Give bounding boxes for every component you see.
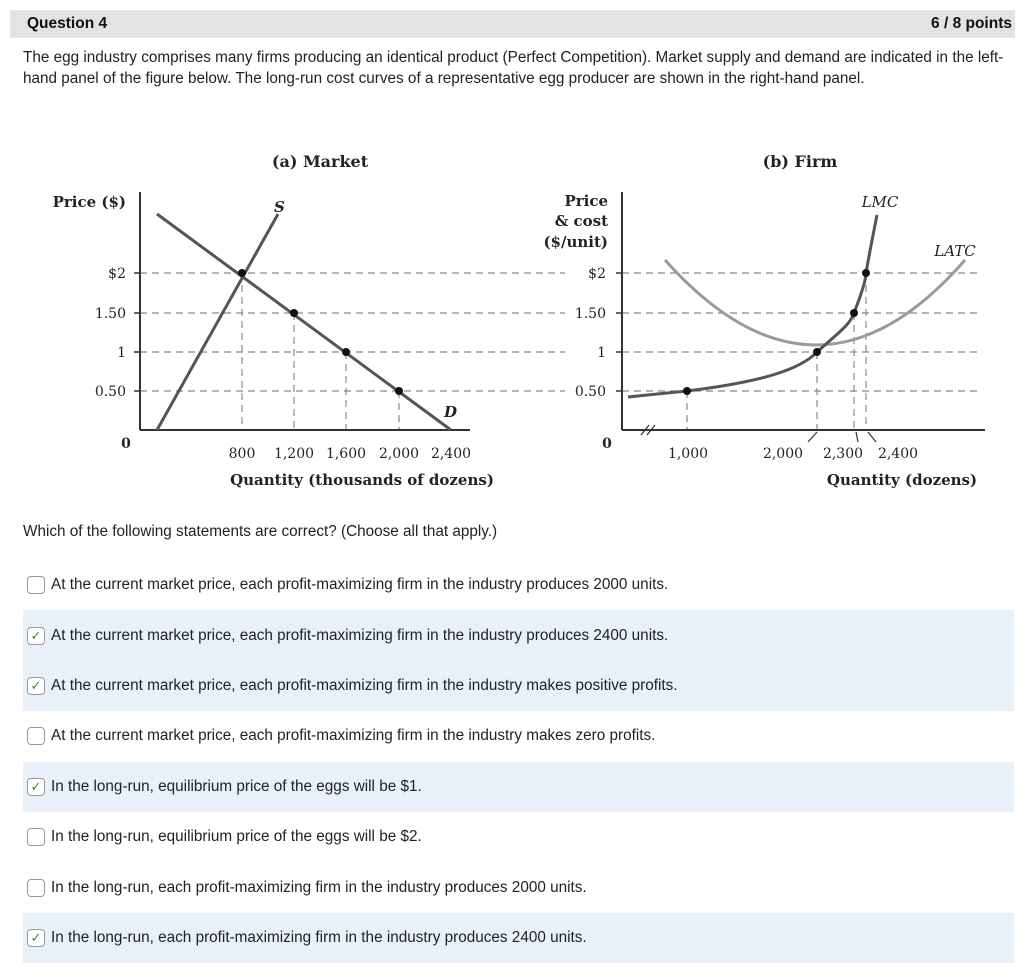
answer-option[interactable]: [23, 661, 1014, 711]
check-icon: ✓: [30, 779, 42, 795]
option-label: At the current market price, each profit-maximizing firm in the industry produces 2400 units.: [51, 626, 669, 644]
supply-label: S: [274, 198, 285, 216]
market-guides: [140, 273, 565, 430]
xtick-label: 800: [228, 446, 256, 462]
firm-ytick-labels: [575, 266, 606, 400]
option-label: At the current market price, each profit-maximizing firm in the industry makes positive profits.: [51, 676, 678, 694]
answer-option[interactable]: [23, 812, 1014, 862]
market-xlabel: Quantity (thousands of dozens): [230, 471, 494, 489]
question-points: 6 / 8 points: [931, 15, 1012, 32]
check-icon: ✓: [30, 930, 42, 946]
answer-option[interactable]: [23, 560, 1014, 610]
lmc-curve: [628, 215, 877, 397]
firm-ylabel-line: ($/unit): [543, 233, 608, 251]
firm-xtick-pointers: [808, 432, 876, 442]
figure: [0, 130, 1024, 510]
ytick-label: 1.50: [94, 306, 126, 322]
option-checkbox[interactable]: [27, 576, 45, 594]
check-icon: ✓: [30, 628, 42, 644]
ytick-label: 1.50: [574, 306, 606, 322]
question-title: Question 4: [27, 15, 108, 32]
option-label: At the current market price, each profit-maximizing firm in the industry makes zero profits.: [51, 727, 656, 745]
tick-pointer: [868, 432, 876, 442]
answer-option[interactable]: [23, 762, 1014, 812]
xtick-label: 2,300: [822, 446, 864, 462]
answer-option[interactable]: [23, 862, 1014, 912]
option-label: In the long-run, equilibrium price of the eggs will be $1.: [51, 777, 422, 795]
xtick-label: 1,000: [667, 446, 709, 462]
answer-option[interactable]: [23, 913, 1014, 963]
answer-option[interactable]: [23, 711, 1014, 761]
ytick-label: 1: [597, 345, 606, 361]
option-checkbox[interactable]: [27, 627, 45, 645]
option-checkbox[interactable]: [27, 828, 45, 846]
demand-label: D: [444, 403, 458, 421]
ytick-label: 0.50: [574, 384, 606, 400]
firm-ylabel-line: & cost: [554, 212, 608, 230]
option-label: In the long-run, equilibrium price of the eggs will be $2.: [51, 828, 422, 846]
ytick-label: 0.50: [94, 384, 126, 400]
ytick-label: 1: [117, 345, 126, 361]
xtick-label: 2,400: [430, 446, 472, 462]
market-firm-figure: [0, 130, 1024, 510]
lmc-point: [683, 387, 691, 395]
question-text: The egg industry comprises many firms producing an identical product (Perfect Competition). Market supply and demand are indicated in the left-hand panel of the figure below. The long-run cost curves of a representative egg producer are shown in the right-hand panel.: [23, 49, 1004, 87]
market-origin: 0: [121, 436, 131, 452]
option-checkbox[interactable]: [27, 677, 45, 695]
firm-xtick-labels: [668, 446, 918, 462]
market-equilibrium-point: [238, 269, 246, 277]
option-label: At the current market price, each profit-maximizing firm in the industry produces 2000 units.: [51, 576, 669, 594]
market-title: (a) Market: [271, 152, 369, 171]
firm-xlabel: Quantity (dozens): [826, 471, 978, 489]
xtick-label: 2,000: [378, 446, 420, 462]
ytick-label: $2: [108, 266, 126, 282]
answer-option[interactable]: [23, 610, 1014, 660]
check-icon: ✓: [30, 678, 42, 694]
xtick-label: 1,600: [325, 446, 367, 462]
firm-guides: [622, 273, 980, 430]
firm-origin: 0: [602, 436, 612, 452]
option-label: In the long-run, each profit-maximizing firm in the industry produces 2000 units.: [51, 878, 587, 896]
firm-points: [683, 269, 870, 395]
market-ylabel: Price ($): [52, 193, 126, 211]
latc-label: LATC: [934, 242, 976, 260]
firm-ylabel: [543, 192, 608, 251]
xtick-label: 2,400: [877, 446, 919, 462]
option-checkbox[interactable]: [27, 879, 45, 897]
firm-axes: [622, 192, 985, 430]
demand-point: [395, 387, 403, 395]
min-latc-point: [813, 348, 821, 356]
tick-pointer: [808, 432, 817, 442]
demand-point: [290, 309, 298, 317]
lmc-point: [862, 269, 870, 277]
xtick-label: 1,200: [273, 446, 315, 462]
question-prompt: Which of the following statements are correct? (Choose all that apply.): [23, 523, 498, 540]
tick-pointer: [856, 432, 858, 442]
market-ytick-labels: [95, 266, 126, 400]
market-xtick-labels: [229, 446, 471, 462]
xtick-label: 2,000: [762, 446, 804, 462]
option-checkbox[interactable]: [27, 727, 45, 745]
firm-title: (b) Firm: [762, 152, 838, 171]
market-axes: [140, 192, 470, 430]
lmc-label: LMC: [861, 193, 899, 211]
supply-curve: [157, 214, 278, 430]
demand-point: [342, 348, 350, 356]
ytick-label: $2: [588, 266, 606, 282]
option-label: In the long-run, each profit-maximizing firm in the industry produces 2400 units.: [51, 928, 587, 946]
question-header: [10, 10, 1015, 38]
demand-curve: [157, 214, 451, 430]
option-checkbox[interactable]: [27, 778, 45, 796]
option-checkbox[interactable]: [27, 929, 45, 947]
answer-options: [23, 560, 1014, 963]
firm-ylabel-line: Price: [564, 192, 608, 210]
lmc-point: [850, 309, 858, 317]
